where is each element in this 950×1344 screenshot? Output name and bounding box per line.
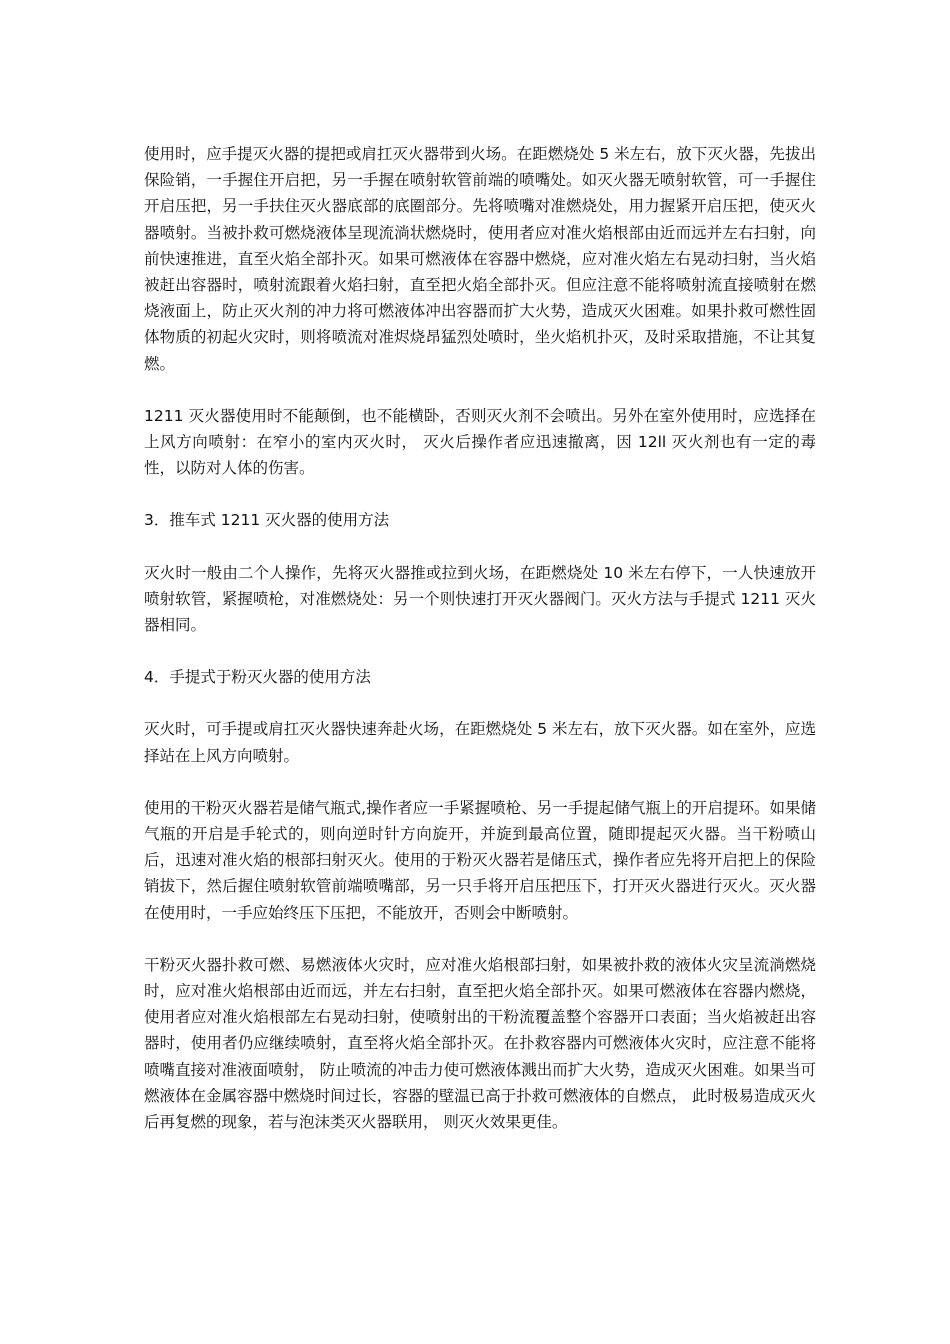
paragraph-1211-precautions: 1211 灭火器使用时不能颠倒，也不能横卧，否则灭火剂不会喷出。另外在室外使用时，应选择在上风方向喷射：在窄小的室内灭火时， 灭火后操作者应迅速撤离，因 12ll 灭火剂也有一定的毒性，以防对人体的伤害。 [144, 406, 816, 478]
paragraph-usage-handheld-1211: 使用时，应手提灭火器的提把或肩扛灭火器带到火场。在距燃烧处 5 米左右，放下灭火器，先拔出保险销，一手握住开启把，另一手握在喷射软管前端的喷嘴处。如灭火器无喷射软管，可一手握住开启压把，另一手扶住灭火器底部的底圈部分。先将喷嘴对准燃烧处，用力握紧开启压把，使灭火器喷射。当被扑救可燃烧液体呈现流淌状燃烧时，使用者应对准火焰根部由近而远并左右扫射，向前快速推进，直至火焰全部扑灭。如果可燃液体在容器中燃烧，应对准火焰左右晃动扫射，当火焰被赶出容器时，喷射流跟着火焰扫射，直至把火焰全部扑灭。但应注意不能将喷射流直接喷射在燃烧液面上，防止灭火剂的冲力将可燃液体冲出容器而扩大火势，造成灭火困难。如果扑救可燃性固体物质的初起火灾时，则将喷流对准烬烧昂猛烈处喷时，坐火焰机扑灭，及时采取措施，不让其复燃。 [144, 145, 816, 373]
section-heading-dry-powder: 4．手提式于粉灭火器的使用方法 [144, 668, 371, 687]
section-heading-cart-1211: 3．推车式 1211 灭火器的使用方法 [144, 511, 390, 530]
paragraph-dry-powder-operation: 使用的干粉灭火器若是储气瓶式,操作者应一手紧握喷枪、另一手提起储气瓶上的开启提环。如果储气瓶的开启是手轮式的，则向逆时针方向旋开，并旋到最高位置，随即提起灭火器。当干粉喷山后，迅速对准火焰的根部扫射灭火。使用的于粉灭火器若是储压式，操作者应先将开启把上的保险销拔下，然后握住喷射软管前端喷嘴部，另一只手将开启压把压下，打开灭火器进行灭火。灭火器在使用时，一手应始终压下压把，不能放开，否则会中断喷射。 [144, 798, 816, 922]
document-body [144, 141, 816, 1161]
paragraph-dry-powder-liquid-fire: 干粉灭火器扑救可燃、易燃液体火灾时，应对准火焰根部扫射，如果被扑救的液体火灾呈流淌燃烧时，应对准火焰根部由近而远，并左右扫射，直至把火焰全部扑灭。如果可燃液体在容器内燃烧，使用者应对准火焰根部左右晃动扫射，使喷射出的干粉流覆盖整个容器开口表面；当火焰被赶出容器时，使用者仍应继续喷射，直至将火焰全部扑灭。在扑救容器内可燃液体火灾时，应注意不能将喷嘴直接对准液面喷射， 防止喷流的冲击力使可燃液体溅出而扩大火势，造成灭火困难。如果当可燃液体在金属容器中燃烧时间过长，容器的壁温已高于扑救可燃液体的自燃点， 此时极易造成灭火后再复燃的现象，若与泡沫类灭火器联用， 则灭火效果更佳。 [144, 955, 816, 1132]
paragraph-cart-1211-usage: 灭火时一般由二个人操作，先将灭火器推或拉到火场，在距燃烧处 10 米左右停下，一人快速放开喷射软管，紧握喷枪，对准燃烧处：另一个则快速打开灭火器阀门。灭火方法与手提式 1211 灭火器相同。 [144, 563, 816, 635]
paragraph-dry-powder-approach: 灭火时，可手提或肩扛灭火器快速奔赴火场，在距燃烧处 5 米左右，放下灭火器。如在室外，应选择站在上风方向喷射。 [144, 720, 816, 765]
